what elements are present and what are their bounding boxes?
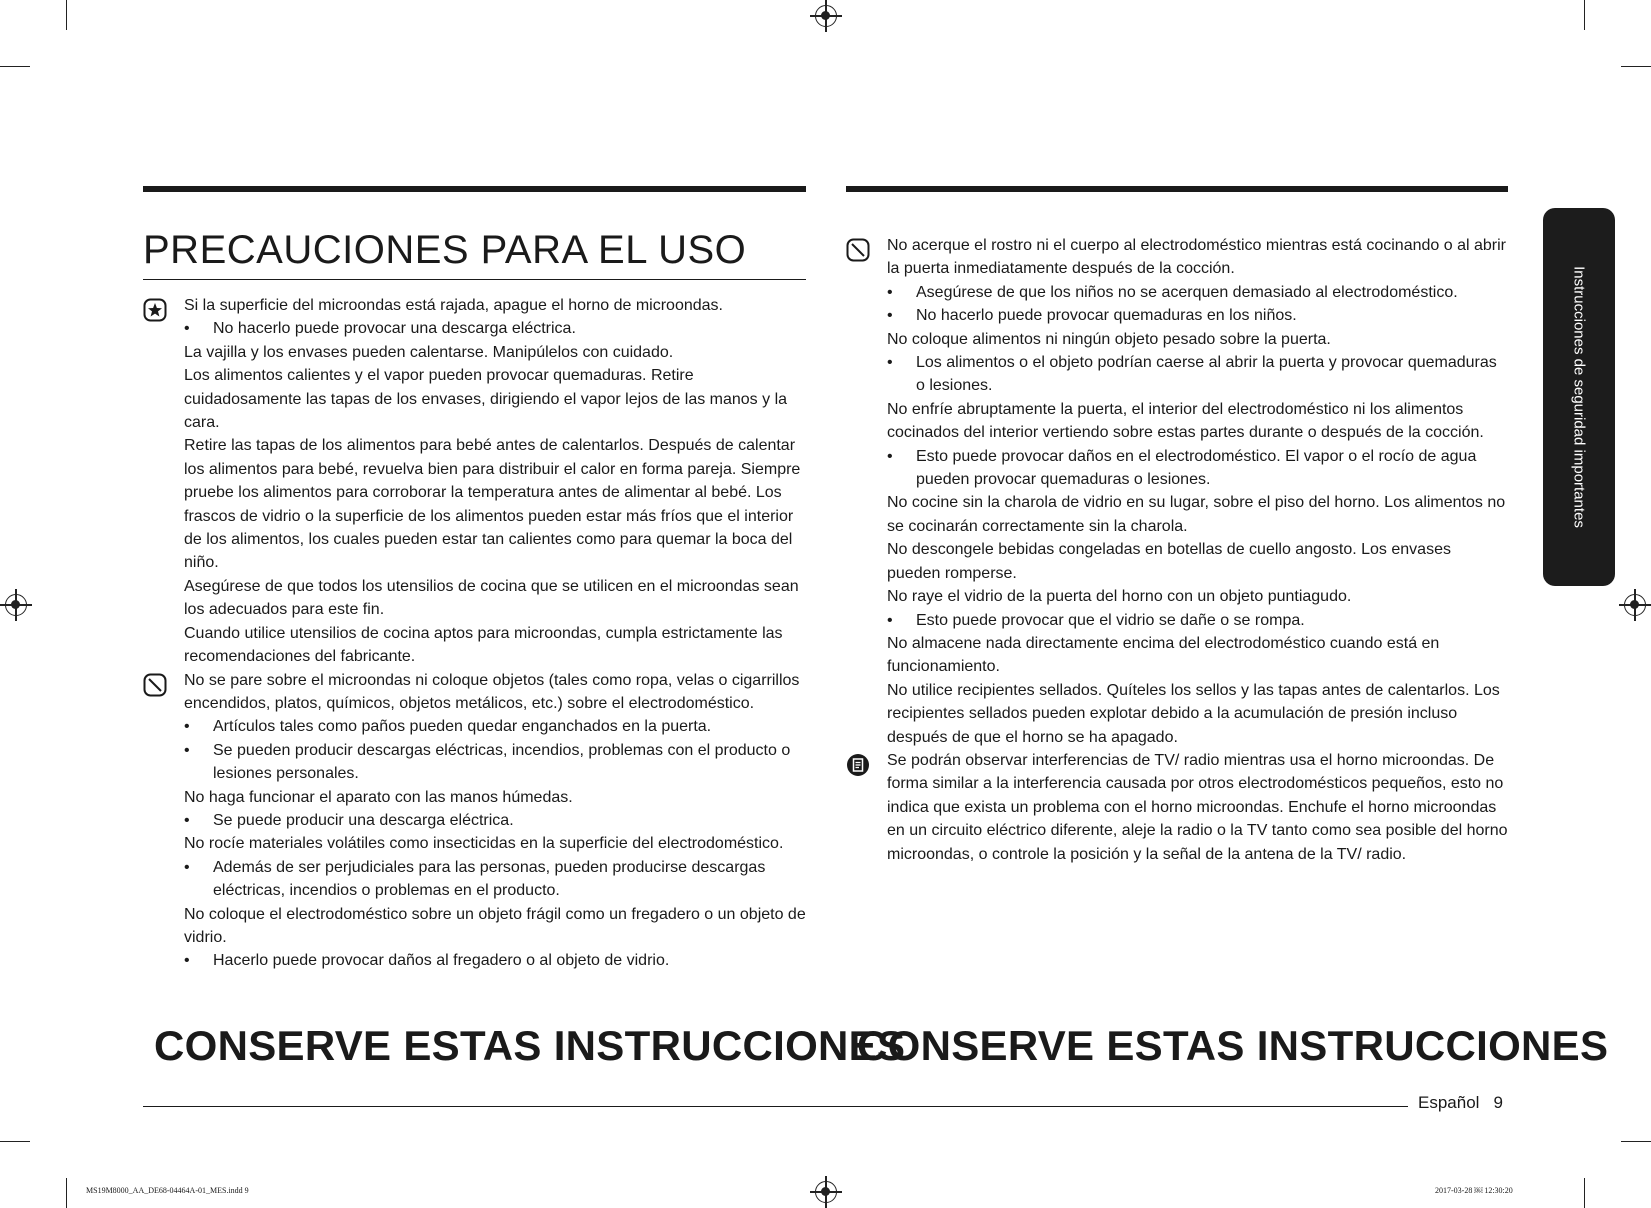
paragraph: No coloque alimentos ni ningún objeto pesado sobre la puerta.: [887, 330, 1331, 348]
paragraph: No acerque el rostro ni el cuerpo al electrodoméstico mientras está cocinando o al abrir la puerta inmediatamente después de la cocción.: [887, 237, 1506, 278]
bullet-item: • Se pueden producir descargas eléctricas, incendios, problemas con el producto o lesiones personales.: [184, 739, 806, 786]
paragraph: No se pare sobre el microondas ni coloque objetos (tales como ropa, velas o cigarrillos encendidos, platos, químicos, objetos metálicos, etc.) sobre el electrodoméstico.: [184, 671, 800, 712]
caution-section: [143, 294, 806, 669]
prohibited-section: [143, 669, 806, 973]
page-footer: [1418, 1093, 1503, 1113]
bullet-item: • Además de ser perjudiciales para las personas, pueden producirse descargas eléctricas, incendios o problemas en el producto.: [184, 856, 806, 903]
paragraph: Asegúrese de que todos los utensilios de cocina que se utilicen en el microondas sean los adecuados para este fin.: [184, 577, 799, 619]
bullet-item: • Esto puede provocar que el vidrio se dañe o se rompa.: [887, 609, 1508, 632]
prohibited-icon: [143, 673, 167, 697]
caution-items: [184, 294, 806, 669]
top-rule: [143, 186, 806, 192]
paragraph: No haga funcionar el aparato con las manos húmedas.: [184, 788, 573, 806]
bullet-item: • Hacerlo puede provocar daños al fregadero o al objeto de vidrio.: [184, 949, 806, 972]
note-section: [846, 749, 1508, 866]
crop-mark: [1621, 66, 1651, 67]
paragraph: No enfríe abruptamente la puerta, el interior del electrodoméstico ni los alimentos cocinados del interior vertiendo sobre estas partes durante o después de la cocción.: [887, 400, 1484, 442]
paragraph: No descongele bebidas congeladas en botellas de cuello angosto. Los envases pueden romperse.: [887, 541, 1451, 582]
bullet-item: • Esto puede provocar daños en el electrodoméstico. El vapor o el rocío de agua pueden provocar quemaduras o lesiones.: [887, 445, 1508, 492]
bullet-item: • Asegúrese de que los niños no se acerquen demasiado al electrodoméstico.: [887, 281, 1508, 304]
prohibited-items: [887, 234, 1508, 749]
prohibited-section: [846, 234, 1508, 749]
prohibited-icon: [846, 238, 870, 262]
registration-mark-icon: [815, 5, 837, 27]
footer-language: Español: [1418, 1093, 1480, 1112]
paragraph: La vajilla y los envases pueden calentarse. Manipúlelos con cuidado.: [184, 343, 674, 361]
paragraph: No rocíe materiales volátiles como insecticidas en la superficie del electrodoméstico.: [184, 835, 784, 853]
crop-mark: [0, 66, 30, 67]
right-column: [846, 186, 1508, 866]
bullet-item: • Artículos tales como paños pueden quedar enganchados en la puerta.: [184, 715, 806, 738]
note-icon: [846, 753, 870, 777]
paragraph: Retire las tapas de los alimentos para bebé antes de calentarlos. Después de calentar los alimentos para bebé, revuelva bien para distribuir el calor en forma pareja. Siempre pruebe los alimentos para corroborar la temperatura antes de alimentar al bebé. Los frascos de vidrio o la superficie de los alimentos pueden estar más fríos que el interior de los alimentos, los cuales pueden estar tan calientes como para quemar la boca del niño.: [184, 437, 801, 572]
page-title: PRECAUCIONES PARA EL USO: [143, 228, 806, 280]
section-side-tab: [1543, 208, 1615, 586]
conserve-heading-right: CONSERVE ESTAS INSTRUCCIONES: [857, 1022, 1609, 1069]
crop-mark: [1621, 1141, 1651, 1142]
paragraph: Los alimentos calientes y el vapor pueden provocar quemaduras. Retire cuidadosamente las tapas de los envases, dirigiendo el vapor lejos de las manos y la cara.: [184, 367, 788, 432]
bullet-item: • Los alimentos o el objeto podrían caerse al abrir la puerta y provocar quemaduras o lesiones.: [887, 351, 1508, 398]
registration-mark-icon: [1624, 594, 1646, 616]
crop-mark: [0, 1141, 30, 1142]
star-caution-icon: [143, 298, 167, 322]
paragraph: No utilice recipientes sellados. Quíteles los sellos y las tapas antes de calentarlos. Los recipientes sellados pueden explotar debido a la acumulación de presión incluso después de que el horno se ha apagado.: [887, 681, 1500, 746]
paragraph: No almacene nada directamente encima del electrodoméstico cuando está en funcionamiento.: [887, 634, 1440, 676]
page-number: 9: [1493, 1093, 1503, 1112]
paragraph: Si la superficie del microondas está rajada, apague el horno de microondas.: [184, 297, 723, 314]
paragraph: No coloque el electrodoméstico sobre un objeto frágil como un fregadero o un objeto de vidrio.: [184, 905, 806, 946]
print-file-slug: MS19M8000_AA_DE68-04464A-01_MES.indd 9: [86, 1186, 249, 1195]
crop-mark: [1584, 1178, 1585, 1208]
bullet-item: • Se puede producir una descarga eléctrica.: [184, 809, 806, 832]
print-timestamp: 2017-03-28 ￼ 12:30:20: [1435, 1186, 1513, 1195]
registration-mark-icon: [5, 594, 27, 616]
bullet-item: • No hacerlo puede provocar una descarga eléctrica.: [184, 317, 806, 340]
crop-mark: [66, 1178, 67, 1208]
paragraph: Cuando utilice utensilios de cocina aptos para microondas, cumpla estrictamente las recomendaciones del fabricante.: [184, 624, 783, 666]
crop-mark: [66, 0, 67, 30]
registration-mark-icon: [815, 1181, 837, 1203]
crop-mark: [1584, 0, 1585, 30]
paragraph: No cocine sin la charola de vidrio en su lugar, sobre el piso del horno. Los alimentos no se cocinarán correctamente sin la charola.: [887, 494, 1506, 535]
paragraph: No raye el vidrio de la puerta del horno con un objeto puntiagudo.: [887, 588, 1352, 606]
footer-rule: [143, 1106, 1408, 1107]
conserve-heading-left: CONSERVE ESTAS INSTRUCCIONES: [154, 1022, 906, 1069]
left-column: [143, 186, 806, 973]
side-tab-label: Instrucciones de seguridad importantes: [1570, 266, 1588, 528]
prohibited-items: [184, 669, 806, 973]
note-items: [887, 749, 1508, 866]
bullet-item: • No hacerlo puede provocar quemaduras en los niños.: [887, 304, 1508, 327]
paragraph: Se podrán observar interferencias de TV/ radio mientras usa el horno microondas. De forma similar a la interferencia causada por otros electrodomésticos pequeños, esto no indica que exista un problema con el horno microondas. Enchufe el horno microondas en un circuito eléctrico diferente, aleje la radio o la TV tanto como sea posible del horno microondas, o controle la posición y la señal de la antena de la TV/ radio.: [887, 751, 1508, 863]
